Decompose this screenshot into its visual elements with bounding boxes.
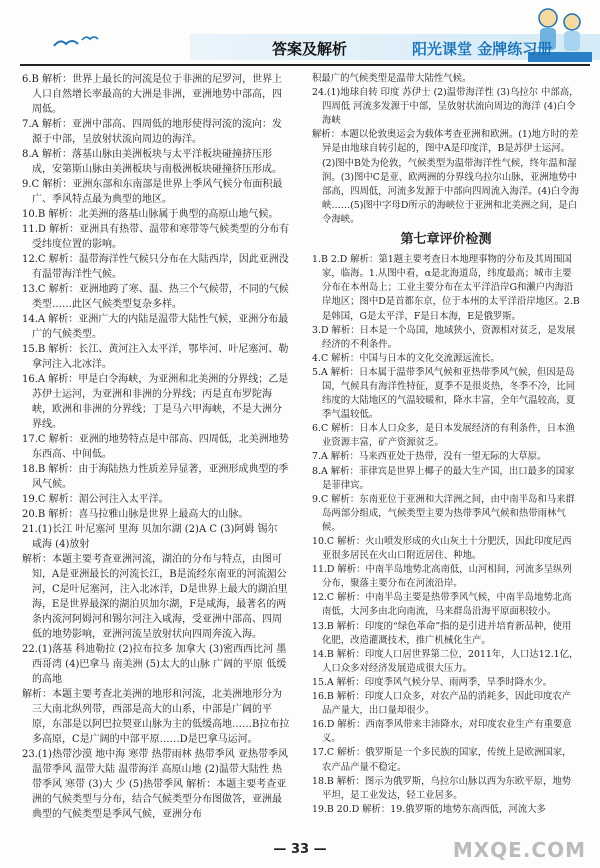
answer-item: 7.A 解析：马来西亚处于热带，没有一望无际的大草原。	[312, 451, 547, 463]
answer-item: 19.C 解析：湄公河注入太平洋。	[22, 494, 169, 505]
answer-item: 16.A 解析：甲是白令海峡，为亚洲和北美洲的分界线；乙是苏伊士运河，为亚洲和非洲的分界线；丙是直布罗陀海峡，欧洲和非洲的分界线；丁是马六甲海峡，不是大洲分界线。	[22, 374, 289, 430]
answer-item: 12.C 解析：中南半岛主要是热带季风气候，中南半岛地势北高南低，大河多由北向南流，马来群岛沿海平原面积较小。	[312, 592, 572, 618]
answer-item: 5.A 解析：日本属于温带季风气候和亚热带季风气候，但因是岛国，气候具有海洋性特征，夏季不是很炎热，冬季不冷，比同纬度的大陆地区的气温较暖和，降水丰富，全年气温较高，夏季气温较低。	[312, 366, 576, 421]
answer-item: 21.(1)长江 叶尼塞河 里海 贝加尔湖 (2)A C (3)阿姆 锡尔 咸海 (4)放射	[22, 524, 278, 550]
answer-item: 13.B 解析：印度的“绿色革命”指的是引进并培育新品种，使用化肥，改造灌溉技术，推广机械化生产。	[312, 620, 572, 646]
answer-item: 1.B 2.D 解析：第1题主要考查日本地理事物的分布及其周围国家，临海。1.从图中看，α是北海道岛，纬度最高；城市主要分布在本州岛上；工业主要分布在太平洋沿岸G和濑户内海沿岸地区；图中D是首都东京，位于本州的太平洋沿岸地区。2.B是韩国，G是太平洋，F是日本海，E是俄罗斯。	[312, 254, 580, 322]
answer-item: 16.D 解析：西南季风带来丰沛降水，对印度农业生产有重要意义。	[312, 719, 572, 745]
answer-item: 17.C 解析：俄罗斯是一个多民族的国家，传统上是欧洲国家，农产品产量不稳定。	[312, 747, 572, 773]
answer-item: 14.A 解析：亚洲广大的内陆是温带大陆性气候，亚洲分布最广的气候类型。	[22, 314, 289, 340]
answer-item: 17.C 解析：亚洲的地势特点是中部高、四周低，北美洲地势东西高、中间低。	[22, 434, 289, 460]
page-number: — 33 —	[273, 842, 327, 857]
page-header	[0, 0, 600, 68]
answer-section-label: 答案及解析	[272, 40, 348, 58]
answer-item: 9.C 解析：东南亚位于亚洲和大洋洲之间，由中南半岛和马来群岛两部分组成，气候类型主要为热带季风气候和热带雨林气候。	[312, 493, 575, 533]
answer-item: 解析：本题主要考查北美洲的地形和河流，北美洲地形分为三大南北纵列带，西部是高大的山系，中部是广阔的平原，东部是以阿巴拉契亚山脉为主的低缓高地……B拉布拉多高原，C是广阔的中部平原……D是巴拿马运河。	[22, 689, 290, 745]
answer-item: 7.A 解析：亚洲中部高、四周低的地形使得河流的流向：发源于中部，呈放射状流向周边的海洋。	[22, 119, 282, 145]
answer-item: 15.A 解析：印度季风气候分旱、雨两季，旱季时降水少。	[312, 676, 553, 688]
answer-item: 4.C 解析：中国与日本的文化交流源远流长。	[312, 352, 500, 364]
left-column	[22, 72, 290, 822]
answer-item: 14.B 解析：印度人口居世界第二位，2011年，人口达12.1亿，人口众多对经济发展造成很大压力。	[312, 648, 579, 674]
answer-item: 20.B 解析：喜马拉雅山脉是世界上最高大的山脉。	[22, 509, 249, 520]
answer-item: 解析：本题主要考查亚洲河流，湖泊的分布与特点，由图可知，A是亚洲最长的河流长江，B是流经东南亚的河流湄公河，C是叶尼塞河，注入北冰洋，D是世界上最大的湖泊里海，E是世界最深的湖泊贝加尔湖，F是咸海，最著名的两条内流河阿姆河和锡尔河注入咸海，受亚洲中部高、四周低的地势影响，亚洲河流呈放射状向四周奔流入海。	[22, 554, 288, 640]
answer-item: 24.(1)地球自转 印度 苏伊士 (2)温带海洋性 (3)乌拉尔 中部高，四周低 河流多发源于中部，呈放射状流向周边的海洋 (4)白令海峡	[312, 87, 579, 127]
answer-item: 9.C 解析：亚洲东部和东南部是世界上季风气候分布面积最广、季风特点最为典型的地区。	[22, 179, 283, 205]
answer-item: 11.D 解析：中南半岛地势北高南低，山河相间，河流多呈纵列分布，聚落主要分布在河流沿岸。	[312, 564, 572, 590]
header-divider	[20, 64, 590, 66]
answer-item: 10.C 解析：火山喷发形成的火山灰土十分肥沃，因此印度尼西亚很多居民在火山口附近居住、种地。	[312, 536, 572, 562]
birds-icon	[50, 30, 110, 54]
answer-item: 积最广的气候类型是温带大陆性气候。	[312, 73, 472, 84]
answer-item: 8.A 解析：落基山脉由美洲板块与太平洋板块碰撞挤压形成，安第斯山脉由美洲板块与南极洲板块碰撞挤压形成。	[22, 149, 282, 175]
answer-item: 6.B 解析：世界上最长的河流是位于非洲的尼罗河，世界上人口自然增长率最高的大洲是非洲，亚洲地势中部高，四周低。	[22, 74, 283, 115]
answer-item: 6.C 解析：日本人口众多，是日本发展经济的有利条件，日本渔业资源丰富，矿产资源贫乏。	[312, 423, 575, 449]
answer-item: 8.A 解析：菲律宾是世界上椰子的最大生产国，出口最多的国家是菲律宾。	[312, 465, 575, 491]
answer-item: 15.B 解析：长江、黄河注入太平洋，鄂毕河、叶尼塞河、勒拿河注入北冰洋。	[22, 344, 289, 370]
answer-item: 23.(1)热带沙漠 地中海 寒带 热带雨林 热带季风 亚热带季风 温带季风 温带大陆 温带海洋 高原山地 (2)温带大陆性 热带季风 寒带 (3)大 少 (5)热带季风 解析：本题主要考查亚洲的气候类型与分布，结合气候类型分布图做答，亚洲最典型的气候类型是季风气候，亚洲分布	[22, 749, 288, 820]
watermark: MXQE.COM	[452, 838, 586, 862]
answer-item: 11.D 解析：亚洲具有热带、温带和寒带等气候类型的分布有受纬度位置的影响。	[22, 224, 290, 250]
answer-item: 解析：本题以伦敦奥运会为载体考查亚洲和欧洲。(1)地方时的差异是由地球自转引起的，图中A是印度洋，B是苏伊士运河。(2)图中B处为伦敦，气候类型为温带海洋性气候，终年温和湿润。(3)图中C是亚、欧两洲的分界线乌拉尔山脉，亚洲地势中部高，四周低，河流多发源于中部向四周流入海洋。(4)白令海峡……(5)图中字母D所示的海峡位于亚洲和北美洲之间，是白令海峡。	[312, 129, 580, 225]
section-title: 第七章评价检测	[400, 232, 492, 248]
series-title: 阳光课堂 金牌练习册	[412, 40, 553, 58]
answer-item: 3.D 解析：日本是一个岛国，地域狭小，资源相对贫乏，是发展经济的不利条件。	[312, 324, 576, 350]
answer-item: 18.B 解析：图示为俄罗斯，乌拉尔山脉以西为东欧平原，地势平坦，是工业发达，轻工业居多。	[312, 775, 572, 801]
answer-item: 18.B 解析：由于海陆热力性质差异显著，亚洲形成典型的季风气候。	[22, 464, 289, 490]
right-column	[312, 72, 580, 817]
answer-item: 10.B 解析：北美洲的落基山脉属于典型的高原山地气候。	[22, 209, 279, 220]
answer-item: 13.C 解析：亚洲地跨了寒、温、热三个气候带，不同的气候类型……此区气候类型复杂多样。	[22, 284, 289, 310]
answer-item: 16.B 解析：印度人口众多，对农产品的消耗多，因此印度农产品产量大，出口量却很少。	[312, 691, 572, 717]
answer-item: 22.(1)落基 科迪勒拉 (2)拉布拉多 加拿大 (3)密西西比河 墨西哥湾 (4)巴拿马 南美洲 (5)太大的山脉 广阔的平原 低缓的高地	[22, 644, 287, 685]
answer-item: 12.C 解析：温带海洋性气候只分布在大陆西岸，因此亚洲没有温带海洋性气候。	[22, 254, 289, 280]
answer-item: 19.B 20.D 解析：19.俄罗斯的地势东高西低，河流大多	[312, 803, 546, 815]
